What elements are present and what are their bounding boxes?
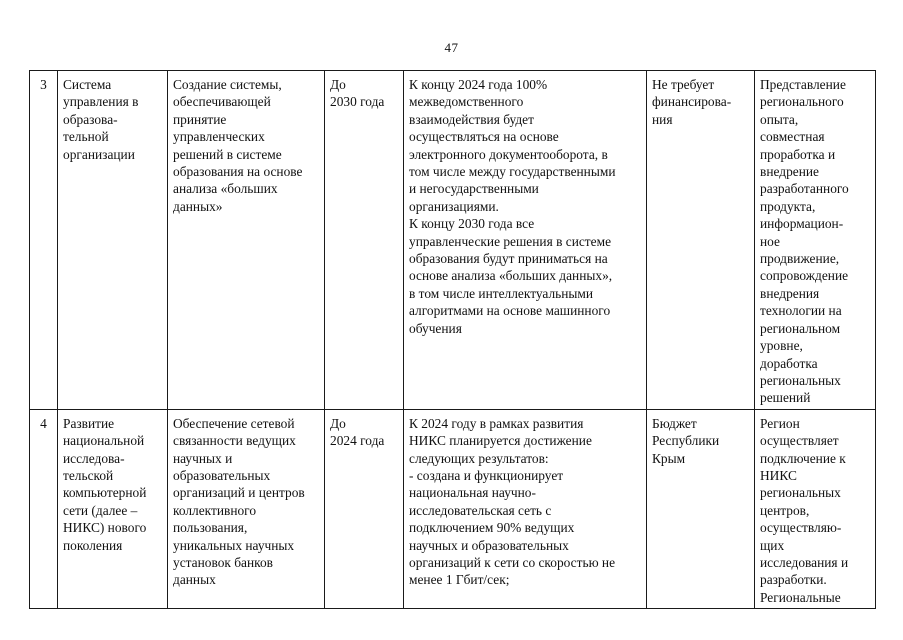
deadline: До 2024 года	[330, 415, 385, 449]
regional-participation: Регион осуществляет подключение к НИКС региональных центров, осуществляю- щих исследования и разработки. Региональные	[760, 415, 849, 605]
results-cell	[404, 409, 647, 608]
project-name-cell	[58, 409, 168, 608]
project-task-cell	[168, 71, 325, 410]
row-number	[30, 71, 58, 410]
deadline-cell	[325, 71, 404, 410]
row-number-text: 3	[40, 77, 47, 92]
expected-results: К концу 2024 года 100% межведомственного взаимодействия будет осуществляться на основе электронного документооборота, в том числе между государственными и негосударственными организациями. К концу 2030 года все управленческие решения в системе образования будут приниматься на основе анализа «больших данных», в том числе интеллектуальными алгоритмами на основе машинного обучения	[409, 77, 616, 336]
table-row	[30, 71, 876, 410]
funding-source: Бюджет Республики Крым	[652, 415, 720, 466]
funding-source: Не требует финансирова- ния	[652, 77, 732, 127]
project-task: Создание системы, обеспечивающей принятие управленческих решений в системе образования на основе анализа «больших данных»	[173, 77, 303, 214]
results-cell	[404, 71, 647, 410]
deadline: До 2030 года	[330, 77, 385, 110]
participation-cell	[755, 71, 876, 410]
expected-results: К 2024 году в рамках развития НИКС планируется достижение следующих результатов: - создана и функционирует национальная научно- исследовательская сеть с подключением 90% ведущих научных и образовательных организаций к сети со скоростью не менее 1 Гбит/сек;	[409, 415, 616, 588]
project-table	[29, 70, 876, 609]
table-row	[30, 409, 876, 608]
funding-cell	[647, 71, 755, 410]
project-name-cell	[58, 71, 168, 410]
participation-cell	[755, 409, 876, 608]
project-task-cell	[168, 409, 325, 608]
regional-participation: Представление регионального опыта, совместная проработка и внедрение разработанного продукта, информацион- ное продвижение, сопровождение внедрения технологии на региональном уровне, доработка региональных решений	[760, 77, 849, 406]
project-name: Система управления в образова- тельной организации	[63, 77, 139, 162]
project-task: Обеспечение сетевой связанности ведущих научных и образовательных организаций и центров коллективного пользования, уникальных научных установок банков данных	[173, 415, 305, 588]
funding-cell	[647, 409, 755, 608]
project-name: Развитие национальной исследова- тельской компьютерной сети (далее – НИКС) нового поколения	[63, 415, 147, 553]
page-number: 47	[444, 40, 459, 55]
row-number-text: 4	[40, 415, 47, 431]
row-number	[30, 409, 58, 608]
deadline-cell	[325, 409, 404, 608]
